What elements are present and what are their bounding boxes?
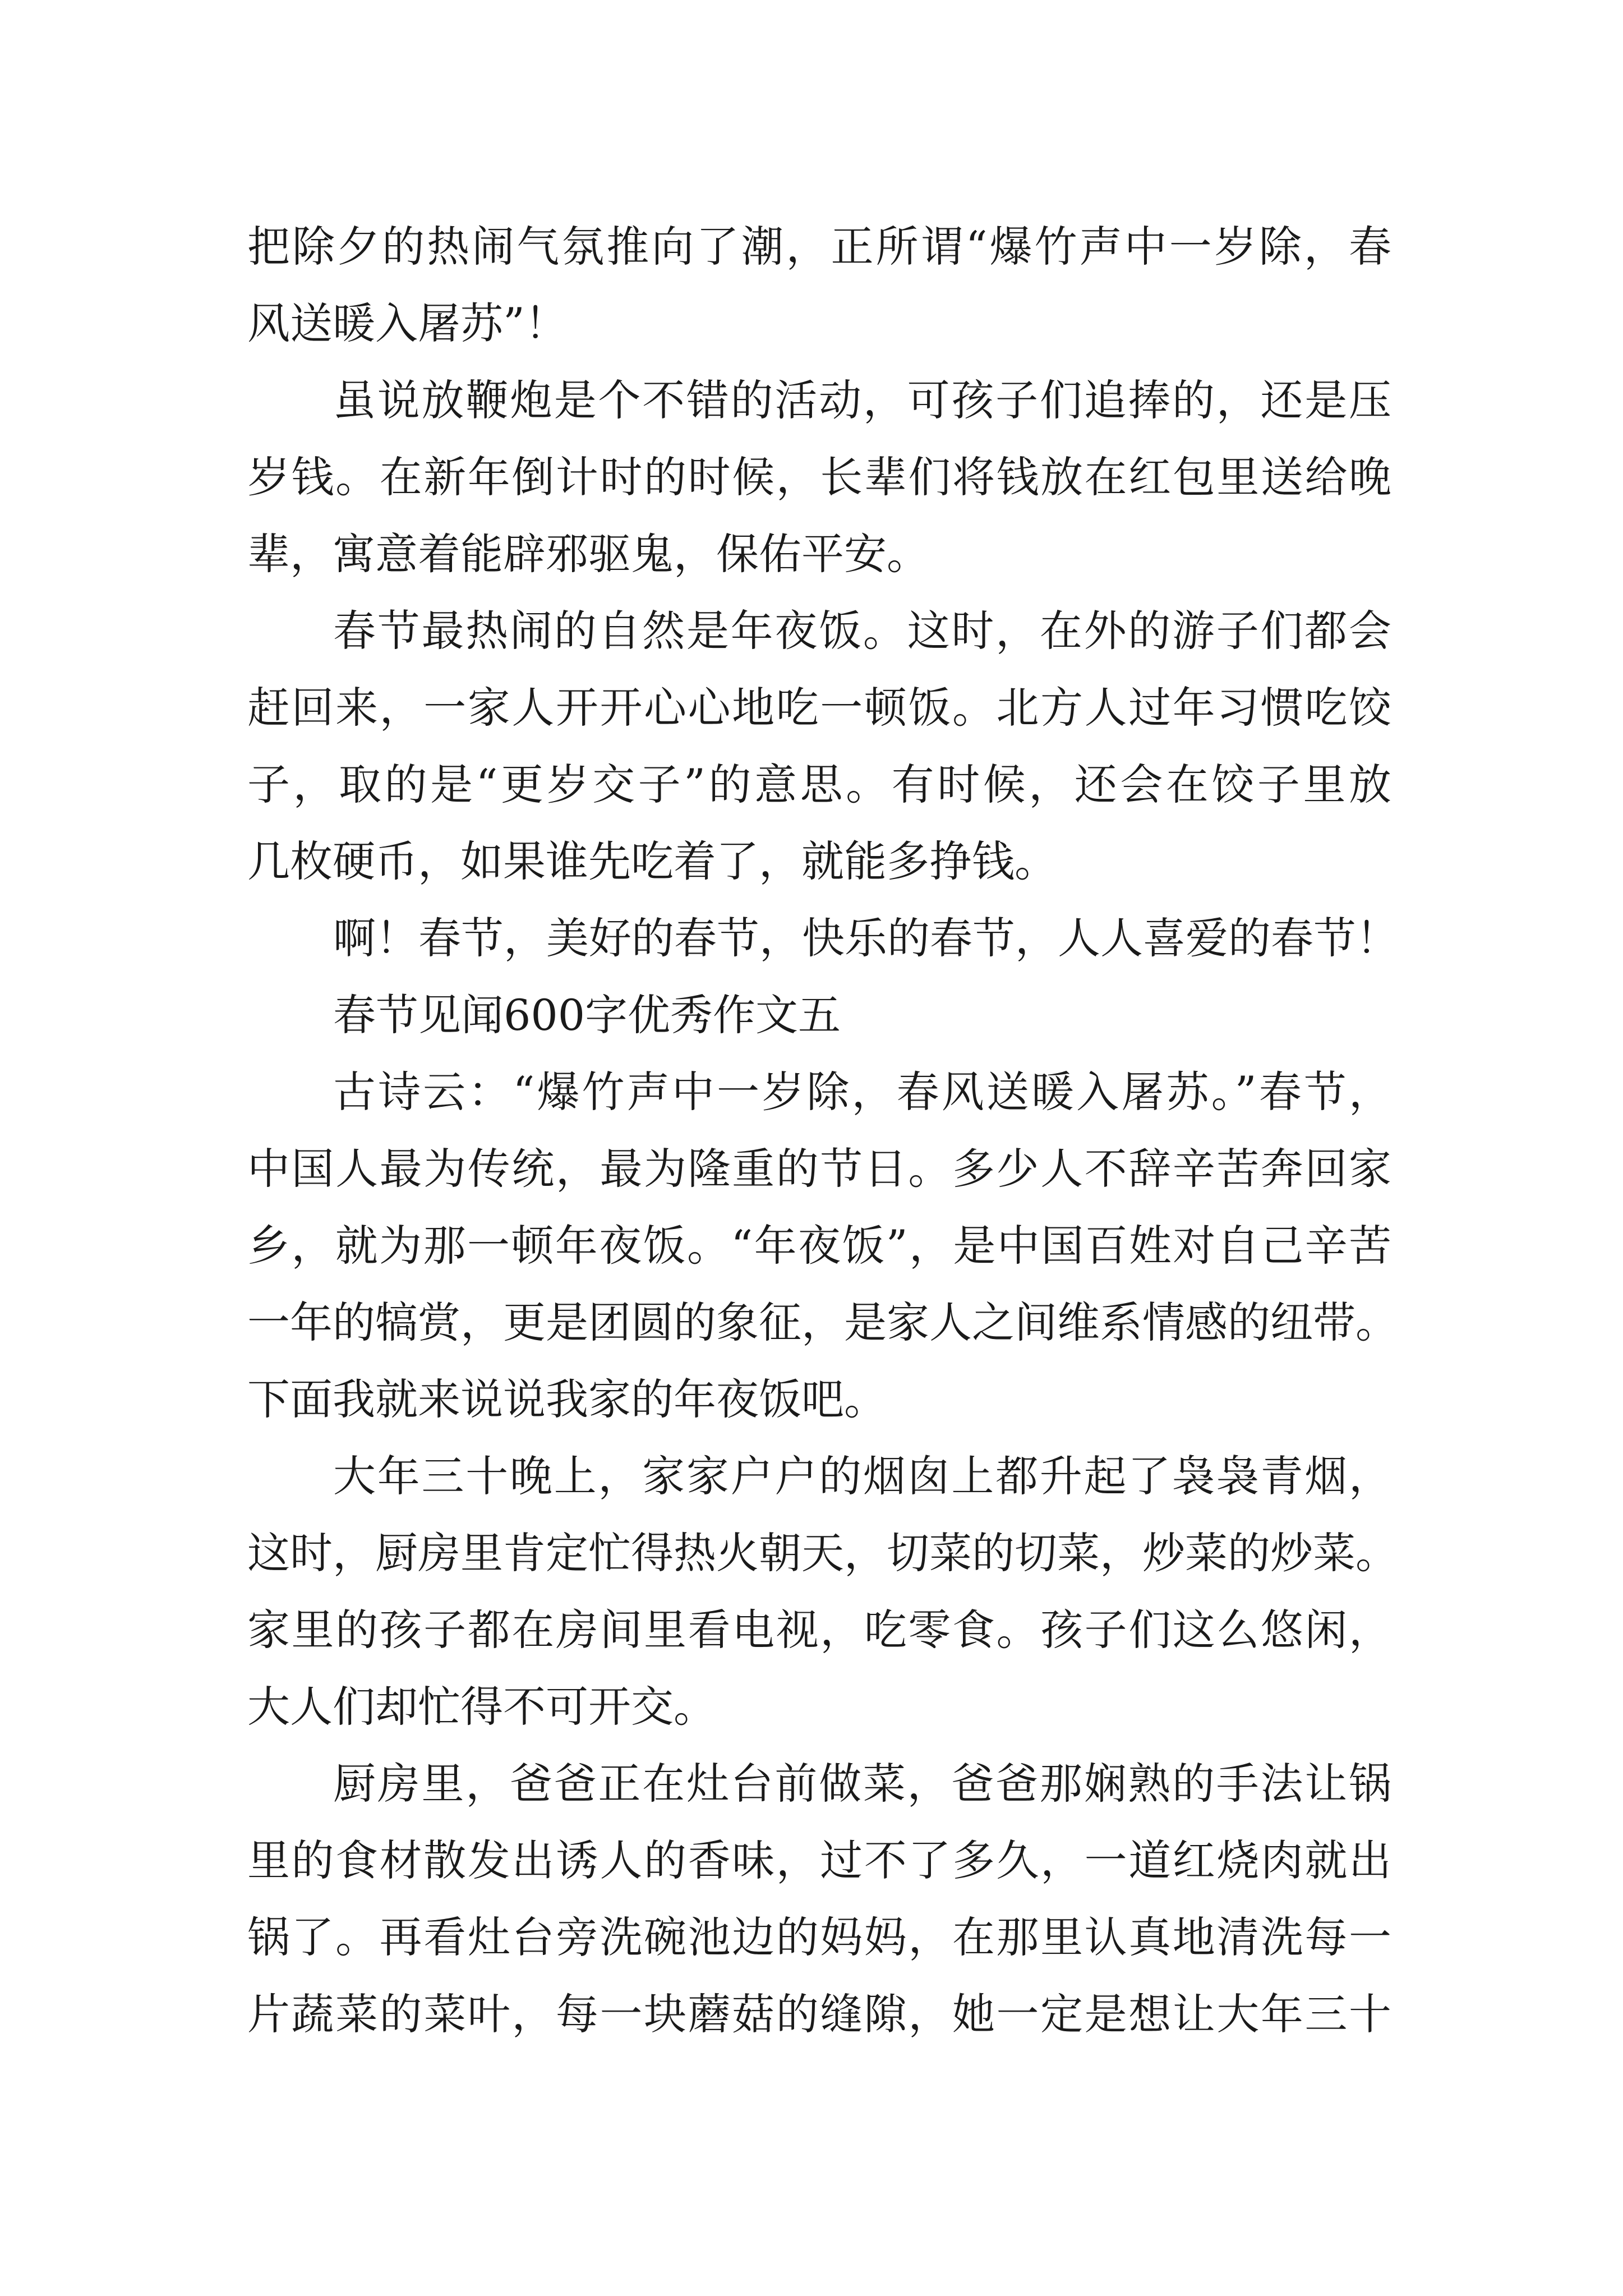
text-line: 古诗云：“爆竹声中一岁除，春风送暖入屠苏。”春节， bbox=[333, 1067, 1391, 1117]
text-line: 辈，寓意着能辟邪驱鬼，保佑平安。 bbox=[247, 529, 929, 579]
text-line: 一年的犒赏，更是团圆的象征，是家人之间维系情感的纽带。 bbox=[247, 1297, 1398, 1347]
text-line: 里的食材散发出诱人的香味，过不了多久，一道红烧肉就出 bbox=[247, 1835, 1391, 1885]
text-line: 大人们却忙得不可开交。 bbox=[247, 1682, 716, 1732]
text-line: 中国人最为传统，最为隆重的节日。多少人不辞辛苦奔回家 bbox=[247, 1144, 1391, 1194]
text-line: 大年三十晚上，家家户户的烟囱上都升起了袅袅青烟， bbox=[333, 1451, 1391, 1501]
text-line: 风送暖入屠苏”！ bbox=[247, 298, 568, 348]
text-line: 厨房里，爸爸正在灶台前做菜，爸爸那娴熟的手法让锅 bbox=[333, 1759, 1391, 1809]
text-line: 下面我就来说说我家的年夜饭吧。 bbox=[247, 1374, 887, 1424]
text-line: 乡，就为那一顿年夜饭。“年夜饭”，是中国百姓对自己辛苦 bbox=[247, 1221, 1391, 1271]
text-line: 几枚硬币，如果谁先吃着了，就能多挣钱。 bbox=[247, 836, 1057, 886]
text-line: 虽说放鞭炮是个不错的活动，可孩子们追捧的，还是压 bbox=[333, 375, 1391, 425]
text-line: 啊！春节，美好的春节，快乐的春节，人人喜爱的春节！ bbox=[333, 913, 1399, 963]
text-line: 锅了。再看灶台旁洗碗池边的妈妈，在那里认真地清洗每一 bbox=[247, 1912, 1391, 1962]
text-line: 这时，厨房里肯定忙得热火朝天，切菜的切菜，炒菜的炒菜。 bbox=[247, 1528, 1398, 1578]
text-line: 把除夕的热闹气氛推向了潮，正所谓“爆竹声中一岁除，春 bbox=[247, 222, 1391, 272]
section-title: 春节见闻600字优秀作文五 bbox=[333, 990, 841, 1040]
text-line: 片蔬菜的菜叶，每一块蘑菇的缝隙，她一定是想让大年三十 bbox=[247, 1989, 1391, 2039]
text-line: 子，取的是“更岁交子”的意思。有时候，还会在饺子里放 bbox=[247, 760, 1391, 809]
text-line: 春节最热闹的自然是年夜饭。这时，在外的游子们都会 bbox=[333, 606, 1391, 656]
text-line: 赶回来，一家人开开心心地吃一顿饭。北方人过年习惯吃饺 bbox=[247, 683, 1391, 733]
text-line: 岁钱。在新年倒计时的时候，长辈们将钱放在红包里送给晚 bbox=[247, 452, 1391, 502]
text-line: 家里的孩子都在房间里看电视，吃零食。孩子们这么悠闲， bbox=[247, 1605, 1391, 1655]
